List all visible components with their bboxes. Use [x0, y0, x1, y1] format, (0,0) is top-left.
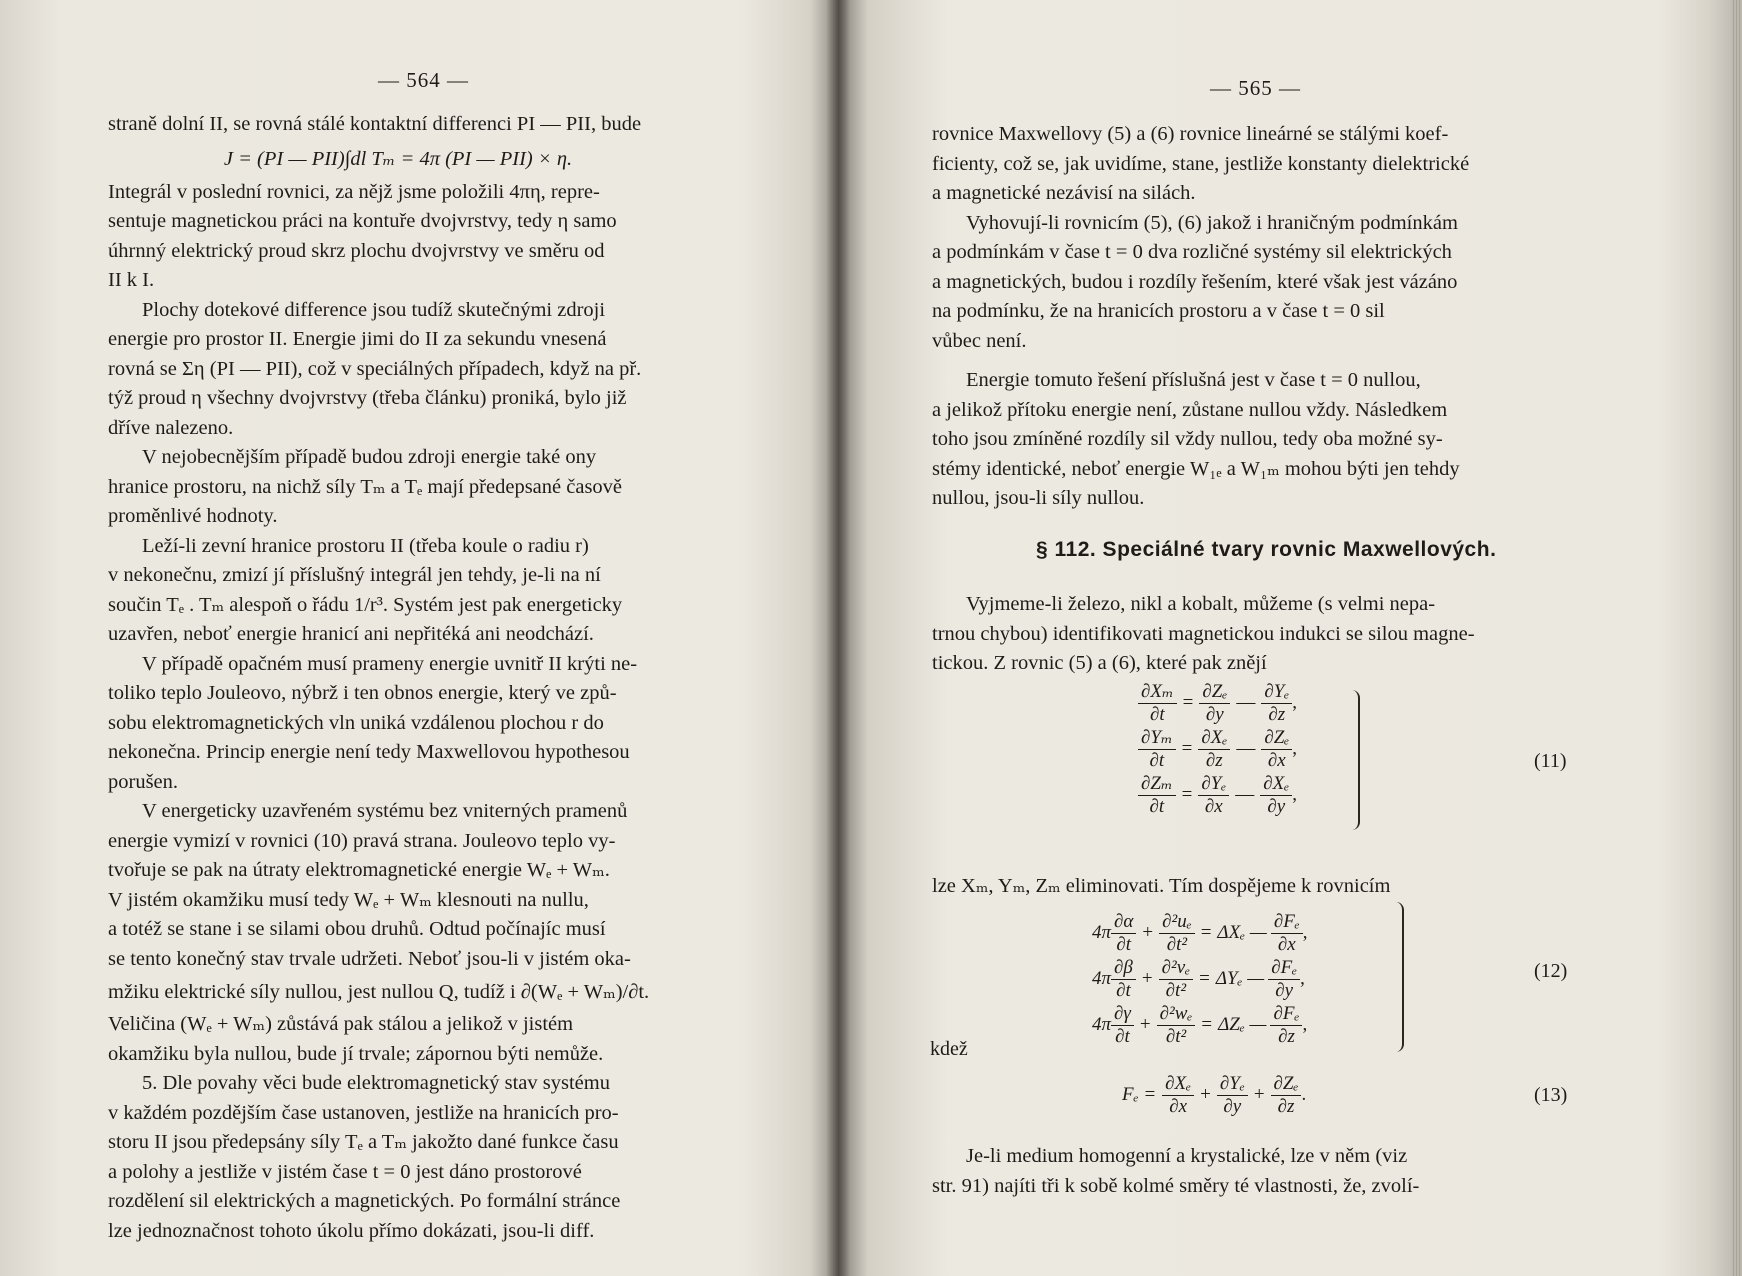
- punctuation: ,: [1302, 1014, 1308, 1035]
- text-line: II k I.: [108, 269, 155, 291]
- equation-row: 4π $\frac{\partial\alpha}{\partial t}$ + $\frac{\text{∂²uₑ}}{\text{∂t²}}$ = ΔXₑ — $\frac{\text{∂Fₑ}}{\partial x}$ ,: [1092, 910, 1308, 955]
- text-line: toliko teplo Jouleovo, nýbrž i ten obnos energie, který ve způ-: [108, 682, 617, 704]
- text-line: Plochy dotekové difference jsou tudíž skutečnými zdroji: [142, 298, 606, 321]
- section-heading: § 112. Speciálné tvary rovnic Maxwellových.: [1036, 538, 1497, 561]
- numerator: ∂Zₘ: [1138, 773, 1176, 796]
- numerator: ∂Xₑ: [1198, 727, 1230, 750]
- text-line: mžiku elektrické síly nullou, jest nullou Q, tudíž i ∂(Wₑ + Wₘ)/∂t.: [108, 981, 650, 1003]
- denominator: ∂z: [1205, 749, 1223, 771]
- denominator: ∂y: [1267, 795, 1286, 817]
- text-line: nekonečna. Princip energie není tedy Maxwellovou hypothesou: [108, 741, 630, 763]
- text-line: lze Xₘ, Yₘ, Zₘ eliminovati. Tím dospějeme k rovnicím: [932, 875, 1391, 897]
- text-line: tvořuje se pak na útraty elektromagnetické energie Wₑ + Wₘ.: [108, 859, 610, 881]
- page-number: — 564 —: [378, 68, 469, 92]
- denominator: ∂t²: [1165, 979, 1187, 1001]
- equation-12: [1092, 910, 1308, 1048]
- numerator: ∂Yₑ: [1217, 1073, 1248, 1096]
- text-line: Energie tomuto řešení příslušná jest v čase t = 0 nullou,: [966, 369, 1421, 391]
- equation-number: (12): [1534, 960, 1568, 982]
- text-line: Veličina (Wₑ + Wₘ) zůstává pak stálou a jelikož v jistém: [108, 1013, 574, 1035]
- text-line: rovná se Ση (PI — PII), což v speciálných případech, když na př.: [108, 357, 642, 380]
- text-line: energie pro prostor II. Energie jimi do II za sekundu vnesená: [108, 328, 607, 350]
- numerator: ∂β: [1111, 957, 1136, 980]
- denominator: ∂z: [1278, 1025, 1295, 1047]
- coefficient: 4π: [1092, 1014, 1112, 1035]
- right-page-intro: [932, 590, 1522, 679]
- text-line: týž proud η všechny dvojvrstvy (třeba článku) proniká, bylo již: [108, 387, 627, 409]
- text-line: Je-li medium homogenní a krystalické, lze v něm (viz: [966, 1145, 1408, 1167]
- numerator: ∂²uₑ: [1159, 911, 1195, 934]
- equation-brace: [1350, 690, 1360, 830]
- rhs-term: ΔYₑ —: [1215, 968, 1265, 989]
- page-number: — 565 —: [1210, 76, 1301, 100]
- denominator: ∂y: [1275, 979, 1294, 1001]
- text-line: a totéž se stane i se silami obou druhů. Odtud počínajíc musí: [108, 918, 606, 940]
- text-line: hranice prostoru, na nichž síly Tₘ a Tₑ mají předepsané časově: [108, 475, 623, 498]
- denominator: ∂z: [1268, 703, 1286, 725]
- formula-line: J = (PI — PII)∫dl Tₘ = 4π (PI — PII) × η.: [223, 147, 573, 170]
- numerator: ∂Yₑ: [1198, 773, 1229, 796]
- text-line: okamžiku byla nullou, bude jí trvale; zápornou býti nemůže.: [108, 1042, 604, 1065]
- numerator: ∂Fₑ: [1270, 1003, 1302, 1026]
- text-line: a podmínkám v čase t = 0 dva rozličné systémy sil elektrických: [932, 241, 1452, 263]
- text-line: proměnlivé hodnoty.: [108, 505, 278, 527]
- text-line: str. 91) najíti tři k sobě kolmé směry té vlastnosti, že, zvolí-: [932, 1174, 1420, 1197]
- punctuation: ,: [1300, 968, 1305, 989]
- denominator: ∂y: [1205, 703, 1224, 725]
- punctuation: ,: [1292, 738, 1297, 759]
- denominator: ∂t²: [1165, 1025, 1187, 1047]
- numerator: ∂Zₑ: [1271, 1073, 1302, 1096]
- coefficient: 4π: [1092, 922, 1112, 943]
- denominator: ∂t: [1116, 979, 1131, 1001]
- right-page: [838, 0, 1742, 1276]
- text-line: Vyjmeme-li železo, nikl a kobalt, můžeme (s velmi nepa-: [966, 593, 1436, 615]
- text-line: součin Tₑ . Tₘ alespoň o řádu 1/r³. Systém jest pak energeticky: [108, 593, 623, 616]
- equation-number: (11): [1534, 750, 1567, 772]
- denominator: ∂t: [1116, 933, 1132, 955]
- numerator: ∂Xₘ: [1138, 681, 1177, 704]
- left-page: [0, 0, 838, 1276]
- text-line: V jistém okamžiku musí tedy Wₑ + Wₘ klesnouti na nullu,: [108, 888, 589, 911]
- text-line: lze jednoznačnost tohoto úkolu přímo dokázati, jsou-li diff.: [108, 1219, 595, 1242]
- text-line: a jelikož přítoku energie není, zůstane nullou vždy. Následkem: [932, 398, 1448, 421]
- text-line: a polohy a jestliže v jistém čase t = 0 jest dáno prostorové: [108, 1160, 582, 1183]
- numerator: ∂Yₑ: [1261, 681, 1292, 704]
- text-line: v nekonečnu, zmizí jí příslušný integrál jen tehdy, je-li na ní: [108, 564, 601, 586]
- text-line: Integrál v poslední rovnici, za nějž jsme položili 4πη, repre-: [108, 180, 600, 203]
- text-line: trnou chybou) identifikovati magnetickou indukci se silou magne-: [932, 622, 1475, 645]
- numerator: ∂Yₘ: [1138, 727, 1176, 750]
- text-line: úhrnný elektrický proud skrz plochu dvojvrstvy ve směru od: [108, 239, 605, 262]
- page-edge: [1732, 0, 1742, 1276]
- equation-row: $\frac{\text{∂Zₘ}}{\partial t}$ = $\frac{\text{∂Yₑ}}{\partial x}$ — $\frac{\text{∂Xₑ}}{\partial y}$ ,: [1138, 772, 1297, 818]
- text-line: vůbec není.: [932, 329, 1027, 352]
- equation-row: 4π $\frac{\partial\beta}{\partial t}$ + $\frac{\text{∂²vₑ}}{\text{∂t²}}$ = ΔYₑ — $\frac{\text{∂Fₑ}}{\partial y}$ ,: [1092, 956, 1305, 1001]
- text-line: rovnice Maxwellovy (5) a (6) rovnice lineárné se stálými koef-: [932, 123, 1449, 145]
- text-line: a magnetické nezávisí na silách.: [932, 182, 1196, 204]
- text-line: toho jsou zmíněné rozdíly sil vždy nullou, tedy oba možné sy-: [932, 428, 1443, 450]
- text-line: 5. Dle povahy věci bude elektromagnetický stav systému: [142, 1072, 610, 1094]
- text-line: ficienty, což se, jak uvidíme, stane, jestliže konstanty dielektrické: [932, 152, 1470, 175]
- rhs-term: ΔZₑ —: [1218, 1014, 1267, 1035]
- coefficient: 4π: [1092, 968, 1112, 989]
- text-line: V nejobecnějším případě budou zdroji energie také ony: [142, 446, 597, 468]
- text-line: Leží-li zevní hranice prostoru II (třeba koule o radiu r): [142, 534, 589, 557]
- denominator: ∂t: [1115, 1025, 1130, 1047]
- denominator: ∂t: [1149, 749, 1165, 771]
- numerator: ∂Zₑ: [1199, 681, 1230, 704]
- numerator: ∂Xₑ: [1162, 1073, 1194, 1096]
- text-line: porušen.: [108, 770, 179, 793]
- denominator: ∂z: [1277, 1095, 1295, 1117]
- text-line: dříve nalezeno.: [108, 416, 234, 439]
- equation-13: [1122, 1072, 1306, 1118]
- denominator: ∂x: [1169, 1095, 1188, 1117]
- equation-brace: [1394, 902, 1404, 1052]
- text-line: sobu elektromagnetických vln uniká vzdálenou plochou r do: [108, 711, 604, 734]
- denominator: ∂y: [1223, 1095, 1242, 1117]
- text-line: tickou. Z rovnic (5) a (6), které pak znějí: [932, 652, 1267, 674]
- numerator: ∂²wₑ: [1157, 1003, 1196, 1026]
- kdez-label: kdež: [930, 1038, 968, 1060]
- right-page-bottom: [932, 1142, 1522, 1201]
- denominator: ∂t: [1149, 703, 1165, 725]
- equation-row: $\frac{\text{∂Yₘ}}{\partial t}$ = $\frac{\text{∂Xₑ}}{\partial z}$ — $\frac{\text{∂Zₑ}}{\partial x}$ ,: [1138, 726, 1297, 772]
- text-line: uzavřen, neboť energie hranicí ani nepřitéká ani neodchází.: [108, 623, 594, 645]
- numerator: ∂Zₑ: [1261, 727, 1292, 750]
- right-page-top: [932, 120, 1522, 514]
- right-page-mid: [932, 872, 1522, 902]
- denominator: ∂x: [1267, 749, 1286, 771]
- text-line: energie vymizí v rovnici (10) pravá strana. Jouleovo teplo vy-: [108, 829, 616, 852]
- text-line: V energeticky uzavřeném systému bez vniterných pramenů: [142, 800, 628, 822]
- equation-row: Fₑ = $\frac{\text{∂Xₑ}}{\partial x}$ + $\frac{\text{∂Yₑ}}{\partial y}$ + $\frac{\text{∂Zₑ}}{\partial z}$ .: [1122, 1072, 1307, 1117]
- numerator: ∂γ: [1111, 1003, 1134, 1026]
- text-line: se tento konečný stav trvale udržeti. Neboť jsou-li v jistém oka-: [108, 947, 631, 970]
- equation-11: [1138, 680, 1297, 818]
- numerator: ∂Fₑ: [1271, 911, 1303, 934]
- text-line: sentuje magnetickou práci na kontuře dvojvrstvy, tedy η samo: [108, 210, 617, 232]
- text-line: v každém pozdějším čase ustanoven, jestliže na hranicích pro-: [108, 1101, 619, 1124]
- text-line: storu II jsou předepsány síly Tₑ a Tₘ jakožto dané funkce času: [108, 1131, 619, 1153]
- equation-number: (13): [1534, 1084, 1568, 1106]
- denominator: ∂t²: [1166, 933, 1188, 955]
- text-line: rozdělení sil elektrických a magnetických. Po formální stránce: [108, 1190, 621, 1212]
- text-line: na podmínku, že na hranicích prostoru a v čase t = 0 sil: [932, 300, 1385, 322]
- denominator: ∂x: [1277, 933, 1296, 955]
- numerator: ∂Xₑ: [1260, 773, 1292, 796]
- punctuation: ,: [1302, 922, 1308, 943]
- denominator: ∂x: [1204, 795, 1223, 817]
- punctuation: ,: [1292, 692, 1297, 713]
- numerator: ∂α: [1111, 911, 1136, 934]
- text-line: V případě opačném musí prameny energie uvnitř II krýti ne-: [142, 652, 638, 675]
- numerator: ∂²vₑ: [1159, 957, 1194, 980]
- punctuation: .: [1301, 1084, 1307, 1105]
- book-gutter: [826, 0, 850, 1276]
- equation-row: 4π $\frac{\partial\gamma}{\partial t}$ + $\frac{\text{∂²wₑ}}{\text{∂t²}}$ = ΔZₑ — $\frac{\text{∂Fₑ}}{\partial z}$ ,: [1092, 1002, 1308, 1047]
- numerator: ∂Fₑ: [1268, 957, 1300, 980]
- text-line: straně dolní II, se rovná stálé kontaktní differenci PI — PII, bude: [108, 113, 642, 135]
- text-line: a magnetických, budou i rozdíly řešením, které však jest vázáno: [932, 270, 1458, 293]
- left-page-body: [108, 110, 688, 1246]
- denominator: ∂t: [1149, 795, 1165, 817]
- lhs-term: Fₑ =: [1122, 1084, 1157, 1105]
- text-line: nullou, jsou-li síly nullou.: [932, 487, 1145, 509]
- text-line: stémy identické, neboť energie W₁ₑ a W₁ₘ mohou býti jen tehdy: [932, 457, 1460, 480]
- rhs-term: ΔXₑ —: [1217, 922, 1267, 943]
- text-line: Vyhovují-li rovnicím (5), (6) jakož i hraničným podmínkám: [966, 211, 1458, 234]
- punctuation: ,: [1292, 784, 1297, 805]
- equation-row: $\frac{\text{∂Xₘ}}{\partial t}$ = $\frac{\text{∂Zₑ}}{\partial y}$ — $\frac{\text{∂Yₑ}}{\partial z}$ ,: [1138, 680, 1297, 726]
